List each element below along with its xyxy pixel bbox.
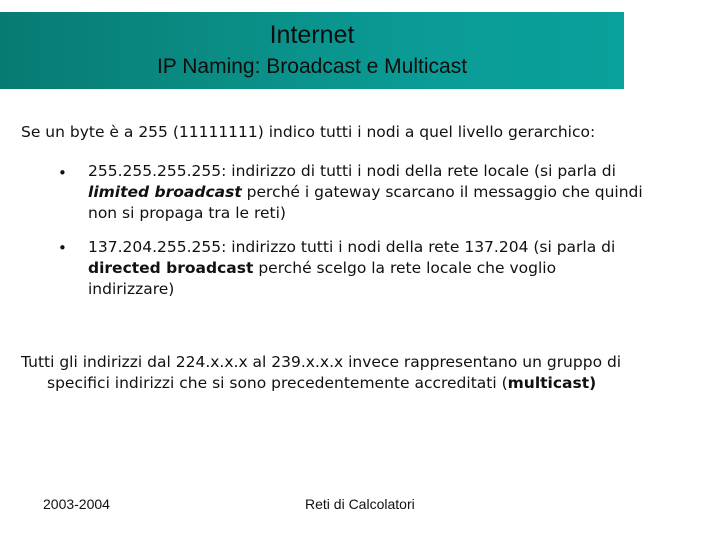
bullet-item-line: 137.204.255.255: indirizzo tutti i nodi della rete 137.204 (si parla di: [88, 238, 616, 256]
bullet-item-line: non si propaga tra le reti): [88, 204, 286, 222]
bullet-marker: •: [58, 164, 67, 182]
directed-broadcast-term: directed broadcast: [88, 259, 254, 277]
bullet-marker: •: [58, 239, 67, 257]
bullet-item-line: [88, 182, 688, 203]
multicast-line-text: specifici indirizzi che si sono precedentemente accreditati (: [47, 374, 508, 392]
bullet-item-line: indirizzare): [88, 280, 175, 298]
slide-title: Internet: [269, 21, 355, 49]
limited-broadcast-term: limited broadcast: [88, 183, 242, 201]
intro-text: Se un byte è a 255 (11111111) indico tutti i nodi a quel livello gerarchico:: [21, 123, 596, 141]
bullet-item-line: 255.255.255.255: indirizzo di tutti i nodi della rete locale (si parla di: [88, 162, 616, 180]
footer-course-title: Reti di Calcolatori: [305, 496, 415, 512]
bullet-item-line-text: perché scelgo la rete locale che voglio: [253, 259, 557, 277]
multicast-paragraph: [21, 352, 701, 394]
bullet-item-line: [88, 258, 688, 279]
multicast-line: [21, 373, 701, 394]
bullet-item-limited-broadcast: [88, 161, 688, 224]
slide-subtitle: IP Naming: Broadcast e Multicast: [156, 55, 468, 78]
multicast-line: Tutti gli indirizzi dal 224.x.x.x al 239.x.x.x invece rappresentano un gruppo di: [21, 353, 622, 371]
bullet-item-directed-broadcast: [88, 237, 688, 300]
multicast-term: multicast): [507, 374, 597, 392]
bullet-item-line-text: perché i gateway scarcano il messaggio che quindi: [241, 183, 643, 201]
footer-date: 2003-2004: [43, 496, 110, 512]
bullet-item-line-text: 255.255: indirizzo di tutti i nodi della rete locale (si parla di: [157, 162, 616, 180]
